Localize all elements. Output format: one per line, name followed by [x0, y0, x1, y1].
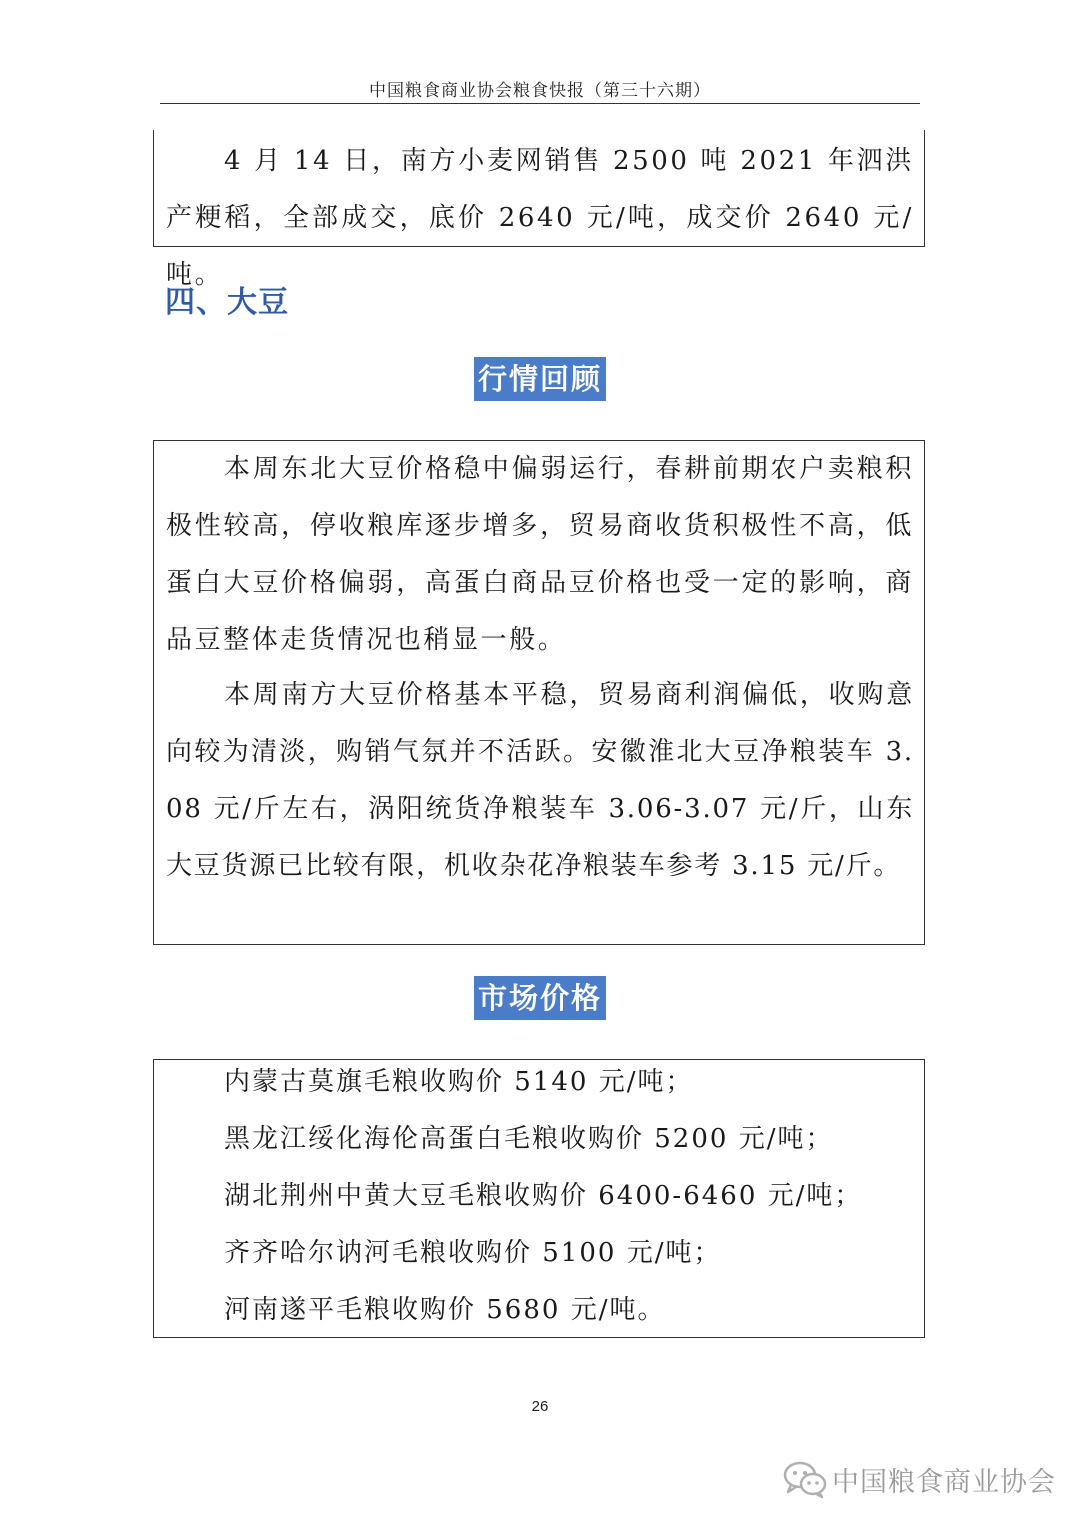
review-paragraph-2: 本周南方大豆价格基本平稳，贸易商利润偏低，收购意向较为清淡，购销气氛并不活跃。安徽淮北大豆净粮装车 3.08 元/斤左右，涡阳统货净粮装车 3.06-3.07 元/斤，山东大豆货源已比较有限，机收杂花净粮装车参考 3.15 元/斤。 — [166, 680, 914, 881]
header-rule — [160, 103, 920, 104]
section-title: 四、大豆 — [165, 285, 289, 320]
prices-label: 市场价格 — [474, 976, 606, 1020]
wechat-icon — [782, 1459, 828, 1499]
review-label: 行情回顾 — [474, 357, 606, 401]
price-item: 黑龙江绥化海伦高蛋白毛粮收购价 5200 元/吨； — [224, 1124, 834, 1154]
watermark — [782, 1456, 1056, 1502]
review-paragraph-1: 本周东北大豆价格稳中偏弱运行，春耕前期农户卖粮积极性较高，停收粮库逐步增多，贸易商收货积极性不高，低蛋白大豆价格偏弱，高蛋白商品豆价格也受一定的影响，商品豆整体走货情况也稍显一般。 — [166, 454, 914, 655]
top-paragraph: 4 月 14 日，南方小麦网销售 2500 吨 2021 年泗洪产粳稻，全部成交，底价 2640 元/吨，成交价 2640 元/吨。 — [166, 146, 914, 290]
review-box — [153, 440, 925, 945]
watermark-text: 中国粮食商业协会 — [832, 1466, 1056, 1498]
price-item: 齐齐哈尔讷河毛粮收购价 5100 元/吨； — [224, 1238, 722, 1268]
top-text-box — [153, 130, 925, 290]
price-item: 河南遂平毛粮收购价 5680 元/吨。 — [224, 1295, 666, 1325]
price-item: 湖北荆州中黄大豆毛粮收购价 6400-6460 元/吨； — [224, 1181, 863, 1211]
price-item: 内蒙古莫旗毛粮收购价 5140 元/吨； — [224, 1067, 694, 1097]
page-number: 26 — [531, 1398, 549, 1415]
running-header: 中国粮食商业协会粮食快报（第三十六期） — [369, 81, 711, 101]
price-list — [224, 1054, 862, 1339]
prices-box — [153, 1059, 925, 1338]
